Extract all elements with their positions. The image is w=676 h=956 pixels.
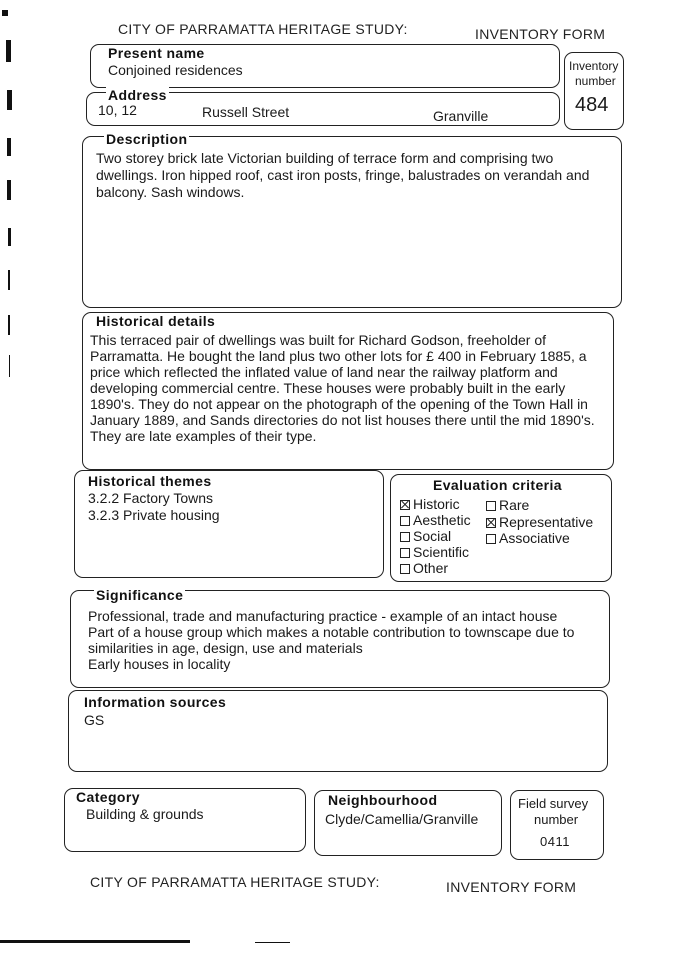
historical-details-line: This terraced pair of dwellings was built for Richard Godson, freeholder of [90,332,546,348]
scan-mark [2,10,8,16]
footer-study-title: CITY OF PARRAMATTA HERITAGE STUDY: [90,874,380,890]
field-survey-value: 0411 [540,834,570,849]
field-survey-label-line2: number [534,812,579,827]
scan-mark [0,940,190,943]
scan-mark [9,355,10,377]
scan-mark [7,180,11,200]
criterion-label: Historic [413,496,460,512]
scan-mark [7,138,11,156]
criterion-label: Other [413,560,449,576]
inventory-number-value: 484 [575,94,609,116]
criterion-label: Associative [499,530,570,546]
historical-details-line: January 1889, and Sands directories do not list houses there until the mid 1890's. [90,412,595,428]
description-label: Description [106,131,188,147]
criterion-scientific [400,544,469,560]
historical-theme-item: 3.2.2 Factory Towns [88,490,214,506]
present-name-label: Present name [108,45,205,61]
neighbourhood-value: Clyde/Camellia/Granville [325,811,479,827]
description-line: balcony. Sash windows. [96,184,245,200]
criterion-representative [486,514,593,530]
historical-theme-item: 3.2.3 Private housing [88,507,220,523]
scan-mark [6,40,11,62]
field-survey-label-line1: Field survey [518,796,589,811]
scan-mark [255,942,290,943]
significance-line: Professional, trade and manufacturing practice - example of an intact house [88,608,558,624]
header-form-title: INVENTORY FORM [475,26,606,42]
criterion-other [400,560,448,576]
historical-details-line: 1890's. They do not appear on the photograph of the opening of the Town Hall in [90,396,588,412]
historical-details-line: developing commercial centre. These houses were probably built in the early [90,380,566,396]
category-value: Building & grounds [86,806,204,822]
significance-label: Significance [96,587,184,603]
scan-mark [7,90,12,110]
scan-mark [8,315,10,335]
inventory-number-label-line2: number [575,74,616,88]
criterion-label: Social [413,528,452,544]
criterion-social [400,528,451,544]
address-suburb: Granville [433,108,489,124]
significance-line: Part of a house group which makes a notable contribution to townscape due to [88,624,575,640]
footer-form-title: INVENTORY FORM [446,879,577,895]
criterion-label: Rare [499,497,530,513]
header-study-title: CITY OF PARRAMATTA HERITAGE STUDY: [118,21,408,37]
description-line: dwellings. Iron hipped roof, cast iron posts, fringe, balustrades on verandah and [96,167,590,183]
criterion-checkbox[interactable] [400,548,410,558]
information-sources-value: GS [84,712,105,728]
present-name-value: Conjoined residences [108,62,243,78]
inventory-number-label-line1: Inventory [569,59,619,73]
criterion-label: Representative [499,514,594,530]
description-line: Two storey brick late Victorian building of terrace form and comprising two [96,150,554,166]
neighbourhood-label: Neighbourhood [328,792,438,808]
address-number: 10, 12 [98,102,137,118]
significance-line: similarities in age, design, use and materials [88,640,363,656]
category-label: Category [76,789,140,805]
criterion-checkbox[interactable] [400,564,410,574]
criterion-historic [400,496,460,512]
criterion-rare [486,497,529,513]
criterion-label: Scientific [413,544,470,560]
criterion-aesthetic [400,512,471,528]
address-label: Address [108,87,167,103]
significance-line: Early houses in locality [88,656,231,672]
information-sources-label: Information sources [84,694,227,710]
historical-details-label: Historical details [96,313,216,329]
criterion-checkbox[interactable] [486,534,496,544]
criterion-label: Aesthetic [413,512,471,528]
scan-mark [8,270,10,290]
criterion-associative [486,530,570,546]
criterion-checkbox[interactable] [400,500,410,510]
address-street: Russell Street [202,104,290,120]
historical-details-line: price which reflected the inflated value of land near the railway platform and [90,364,558,380]
criterion-checkbox[interactable] [400,516,410,526]
evaluation-criteria-label: Evaluation criteria [433,477,562,493]
historical-themes-label: Historical themes [88,473,212,489]
historical-details-line: They are late examples of their type. [90,428,317,444]
scan-mark [8,228,11,246]
historical-details-line: Parramatta. He bought the land plus two other lots for £ 400 in February 1885, a [90,348,587,364]
criterion-checkbox[interactable] [400,532,410,542]
criterion-checkbox[interactable] [486,518,496,528]
criterion-checkbox[interactable] [486,501,496,511]
